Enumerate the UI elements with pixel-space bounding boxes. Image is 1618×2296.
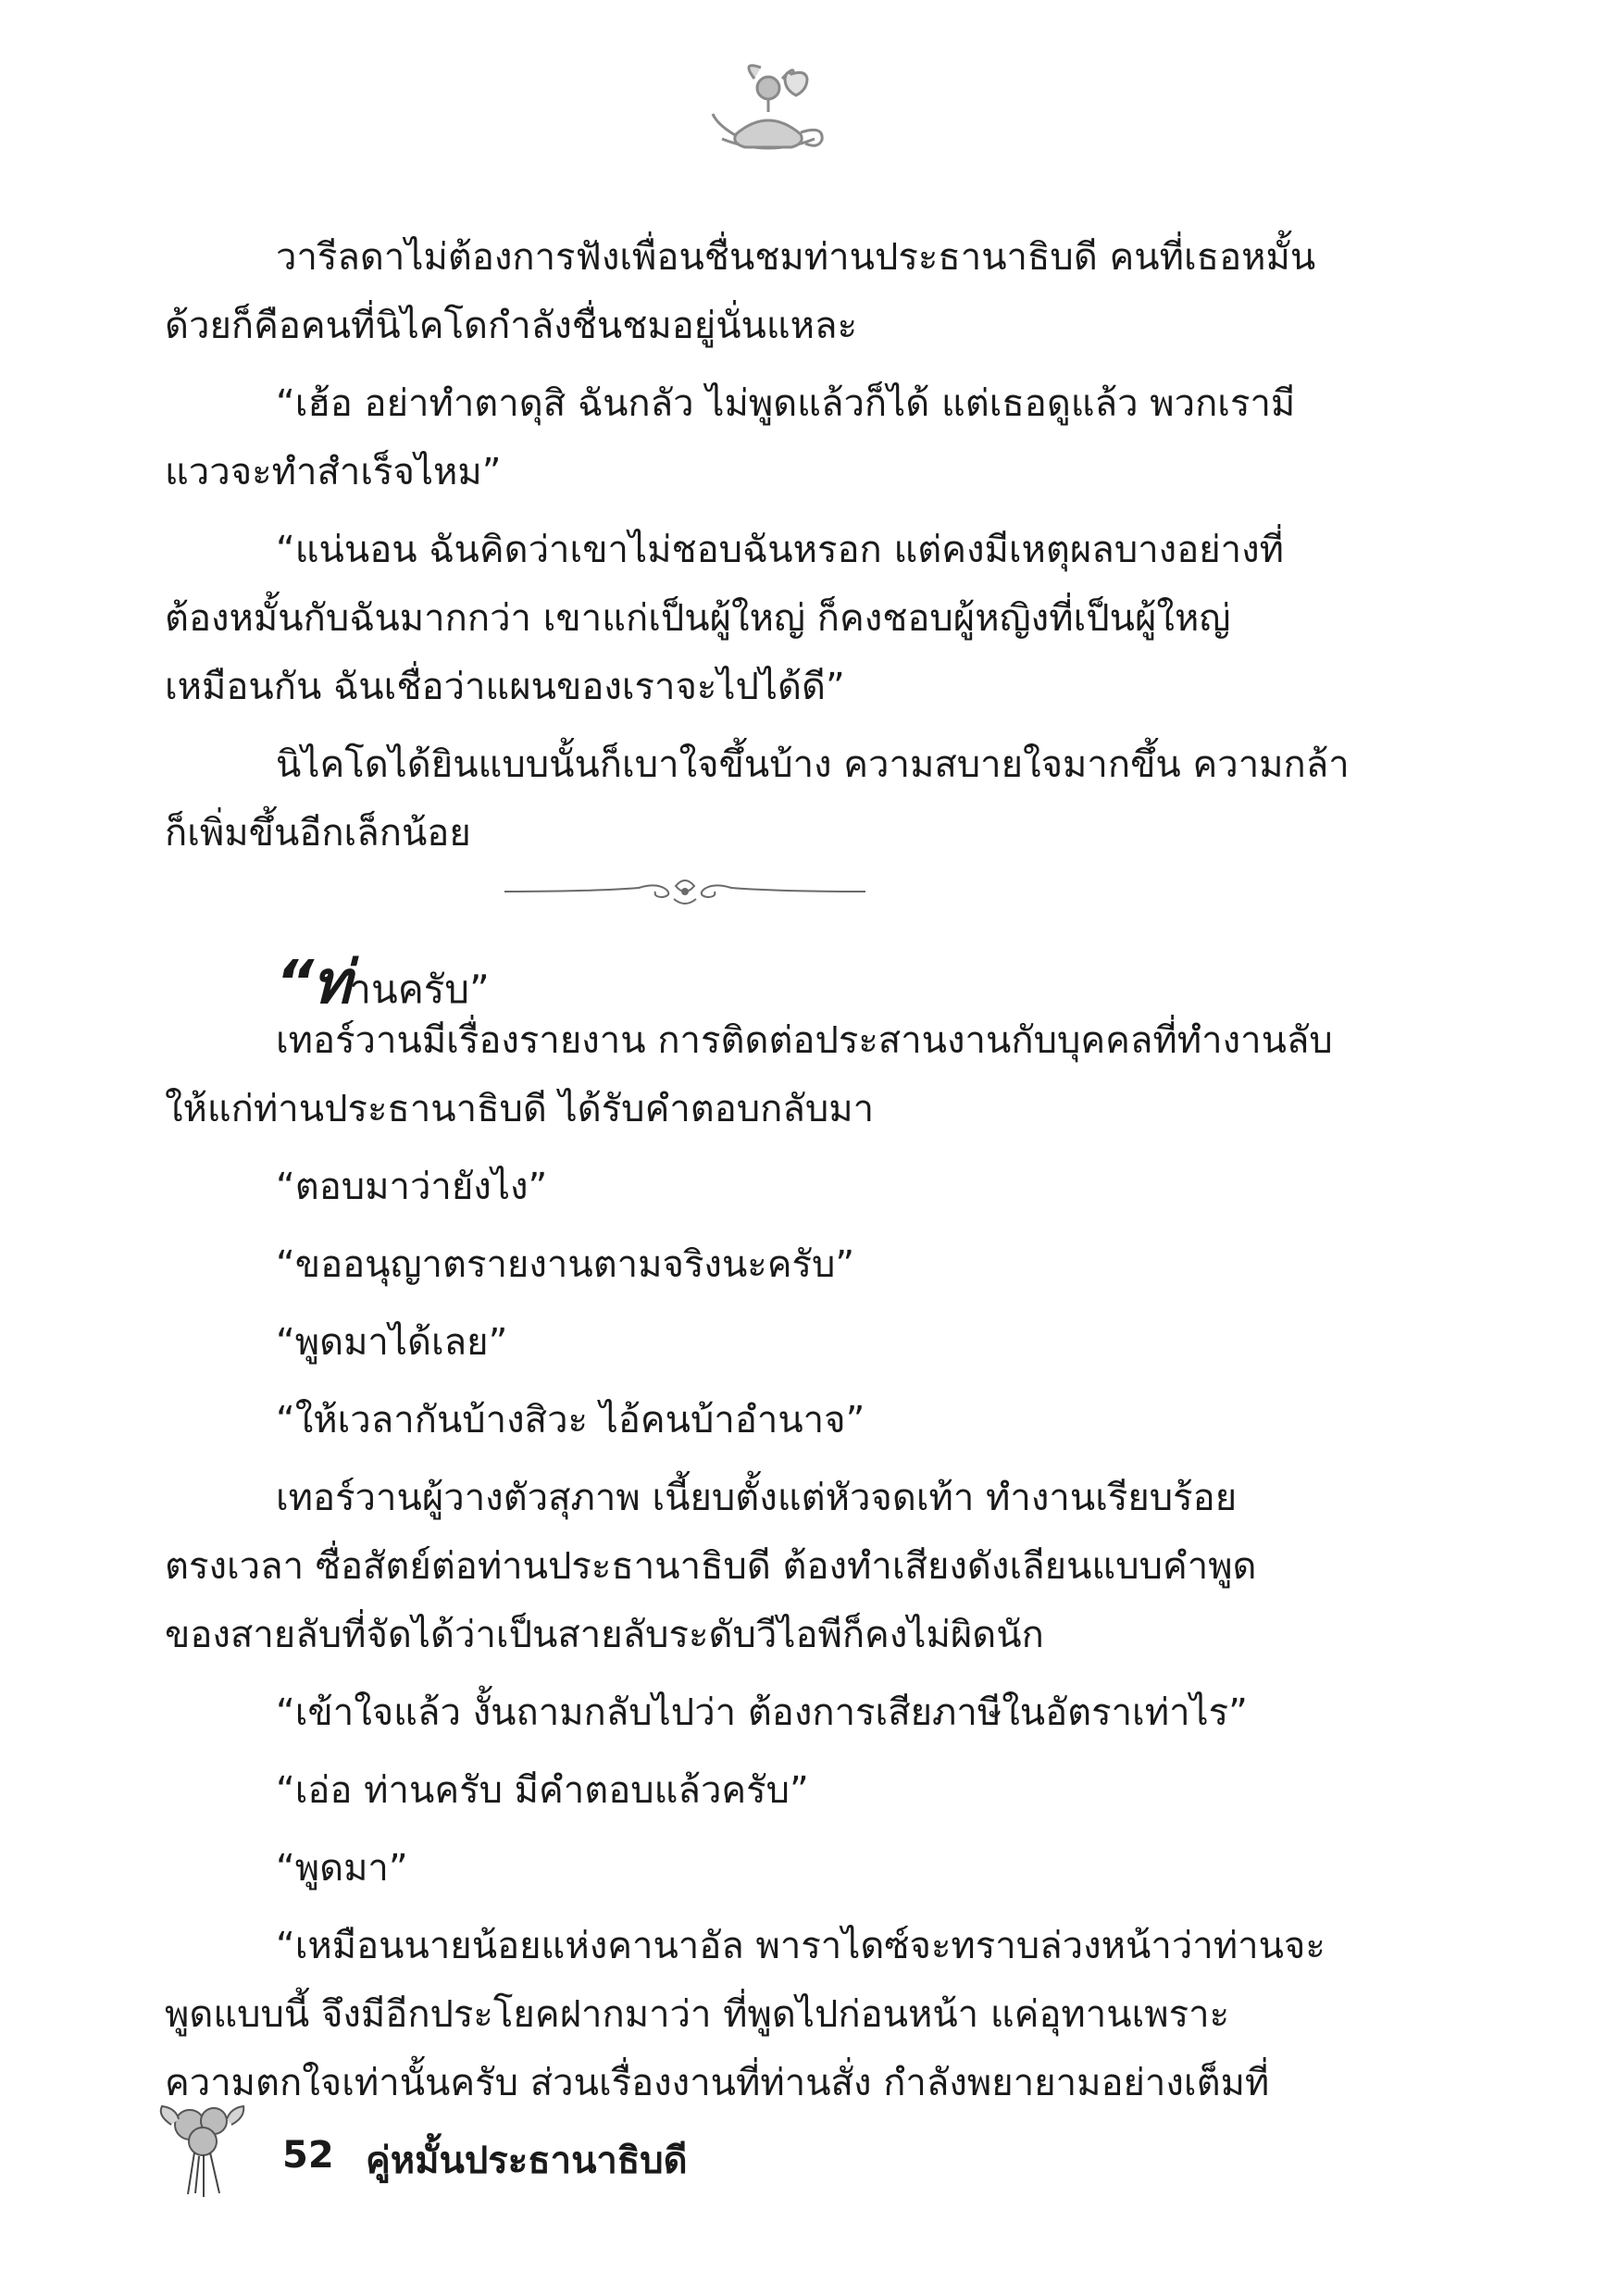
book-title: คู่หมั้นประธานาธิบดี bbox=[366, 2140, 688, 2182]
text-line: ด้วยก็คือคนที่นิไคโดกำลังชื่นชมอยู่นั่นแหละ bbox=[165, 305, 858, 347]
text-line: “ขออนุญาตรายงานตามจริงนะครับ” bbox=[276, 1243, 855, 1286]
page-number: 52 bbox=[282, 2134, 334, 2177]
text-line: เทอร์วานมีเรื่องรายงาน การติดต่อประสานงานกับบุคคลที่ทำงานลับ bbox=[276, 1019, 1333, 1062]
text-line: “พูดมาได้เลย” bbox=[276, 1321, 508, 1364]
text-line: “เอ่อ ท่านครับ มีคำตอบแล้วครับ” bbox=[276, 1769, 809, 1812]
chapter-opening-rest: านครับ” bbox=[349, 967, 490, 1012]
page-footer bbox=[153, 2097, 801, 2199]
text-line: พูดแบบนี้ จึงมีอีกประโยคฝากมาว่า ที่พูดไปก่อนหน้า แค่อุทานเพราะ bbox=[165, 1993, 1230, 2036]
text-line: “แน่นอน ฉันคิดว่าเขาไม่ชอบฉันหรอก แต่คงมีเหตุผลบางอย่างที่ bbox=[276, 529, 1285, 571]
text-line: ต้องหมั้นกับฉันมากกว่า เขาแก่เป็นผู้ใหญ่ ก็คงชอบผู้หญิงที่เป็นผู้ใหญ่ bbox=[165, 597, 1231, 640]
text-line: “พูดมา” bbox=[276, 1847, 408, 1890]
text-line: นิไคโดได้ยินแบบนั้นก็เบาใจขึ้นบ้าง ความสบายใจมากขึ้น ความกล้า bbox=[276, 743, 1350, 786]
text-line: “เฮ้อ อย่าทำตาดุสิ ฉันกลัว ไม่พูดแล้วก็ได้ แต่เธอดูแล้ว พวกเรามี bbox=[276, 382, 1296, 425]
text-line: “ให้เวลากันบ้างสิวะ ไอ้คนบ้าอำนาจ” bbox=[276, 1399, 865, 1441]
text-line: “ตอบมาว่ายังไง” bbox=[276, 1166, 548, 1208]
text-line: เหมือนกัน ฉันเชื่อว่าแผนของเราจะไปได้ดี” bbox=[165, 666, 845, 708]
drop-cap: “ท่ bbox=[276, 949, 350, 1017]
text-line: ให้แก่ท่านประธานาธิบดี ได้รับคำตอบกลับมา bbox=[165, 1088, 875, 1130]
rose-bouquet-ornament-icon bbox=[153, 2097, 255, 2199]
text-line: ของสายลับที่จัดได้ว่าเป็นสายลับระดับวีไอพีก็คงไม่ผิดนัก bbox=[165, 1614, 1044, 1656]
text-line: “เหมือนนายน้อยแห่งคานาอัล พาราไดซ์จะทราบล่วงหน้าว่าท่านจะ bbox=[276, 1925, 1326, 1967]
text-line: ตรงเวลา ซื่อสัตย์ต่อท่านประธานาธิบดี ต้องทำเสียงดังเลียนแบบคำพูด bbox=[165, 1545, 1257, 1588]
text-line: เทอร์วานผู้วางตัวสุภาพ เนี้ยบตั้งแต่หัวจดเท้า ทำงานเรียบร้อย bbox=[276, 1477, 1238, 1519]
text-line: ก็เพิ่มขึ้นอีกเล็กน้อย bbox=[165, 812, 471, 855]
text-line: แววจะทำสำเร็จไหม” bbox=[165, 451, 502, 493]
text-line: วารีลดาไม่ต้องการฟังเพื่อนชื่นชมท่านประธานาธิบดี คนที่เธอหมั้น bbox=[276, 236, 1316, 279]
text-line: “เข้าใจแล้ว งั้นถามกลับไปว่า ต้องการเสียภาษีในอัตราเท่าไร” bbox=[276, 1691, 1248, 1734]
text-line: ความตกใจเท่านั้นครับ ส่วนเรื่องงานที่ท่านสั่ง กำลังพยายามอย่างเต็มที่ bbox=[165, 2062, 1270, 2104]
